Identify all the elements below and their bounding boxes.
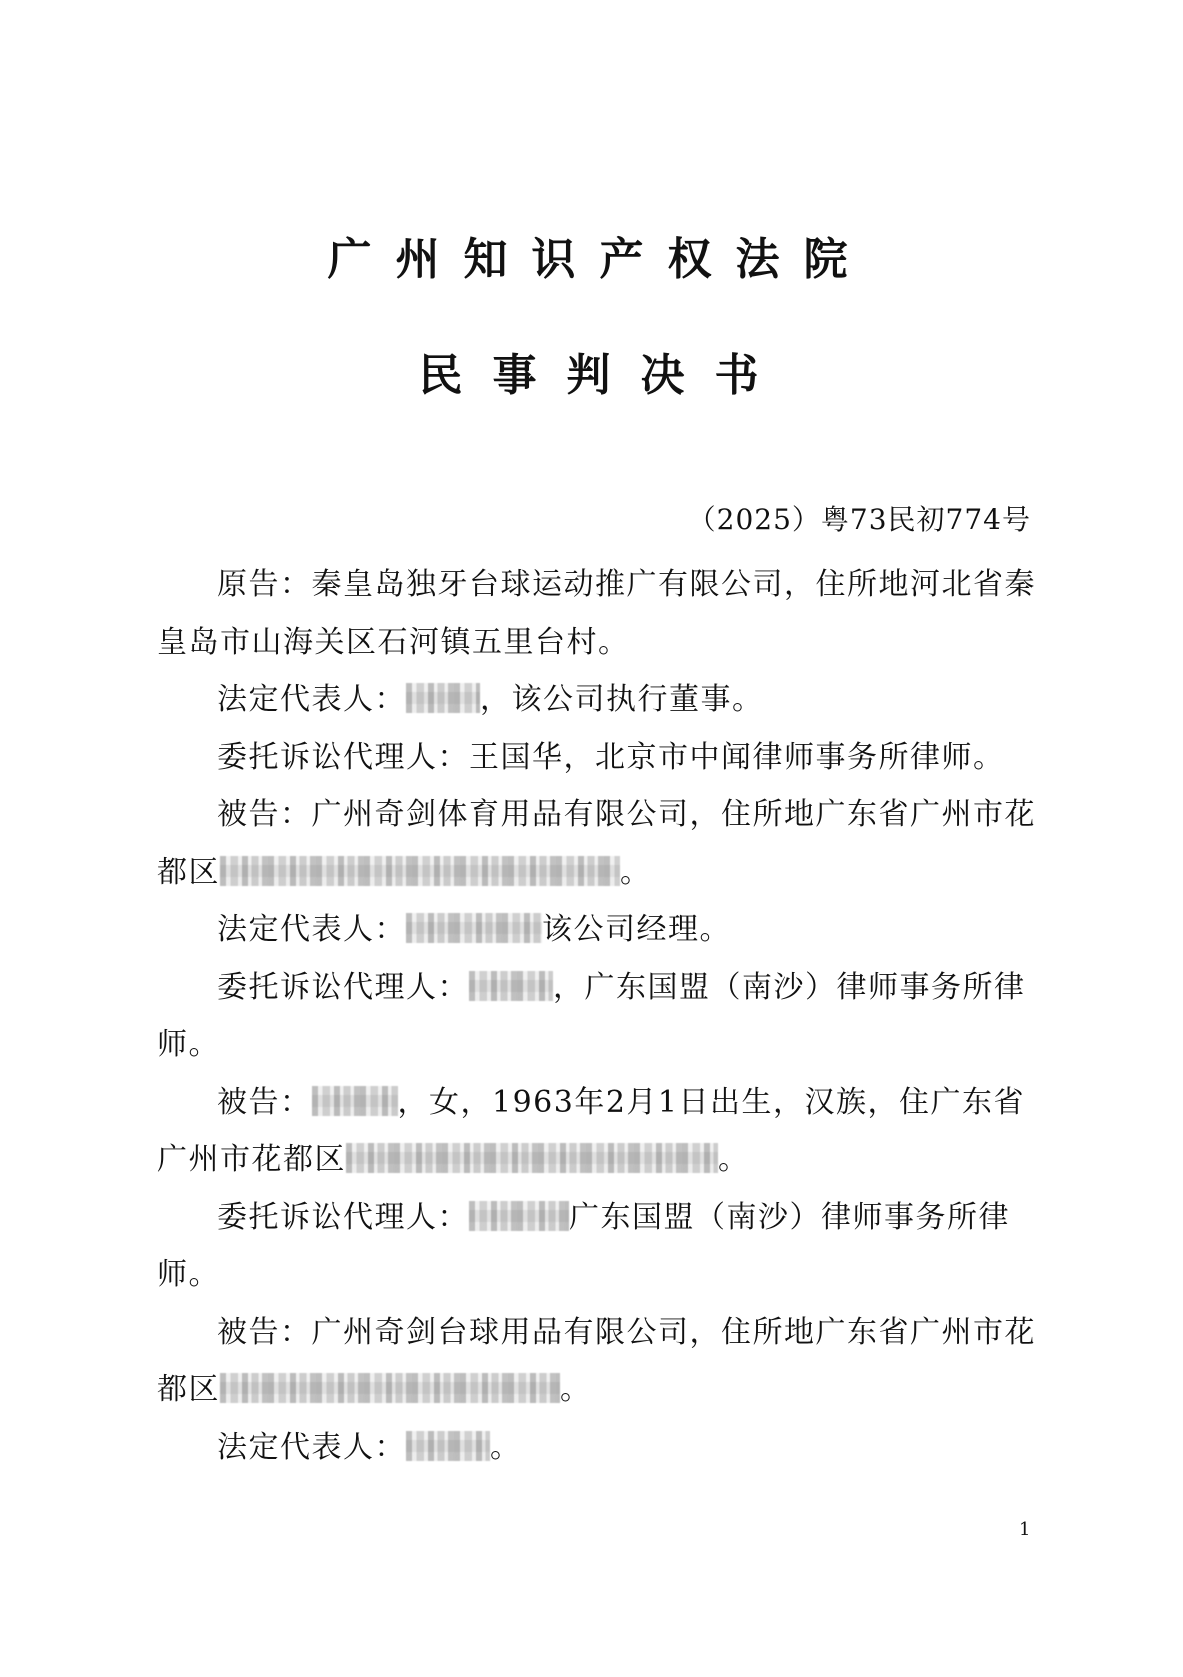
redacted-text <box>469 1201 569 1231</box>
paragraph-text: 。 <box>560 1372 592 1407</box>
paragraph-text: ，广东国盟（南沙）律师事务所律师。 <box>157 969 1026 1062</box>
redacted-text <box>406 913 542 943</box>
redacted-text <box>346 1143 718 1173</box>
paragraph-text: 被告：广州奇剑体育用品有限公司，住所地广东省广州市花都区 <box>157 797 1036 890</box>
redacted-text <box>406 1431 490 1461</box>
paragraph-text: 。 <box>490 1429 522 1465</box>
redacted-text <box>406 683 480 713</box>
redacted-text <box>220 856 620 886</box>
party-list <box>157 556 1039 1476</box>
document-type-title: 民事判决书 <box>418 350 789 401</box>
party-paragraph <box>157 1189 1039 1304</box>
paragraph-text: 法定代表人： <box>217 1429 406 1465</box>
court-name-title: 广州知识产权法院 <box>327 234 872 285</box>
party-paragraph <box>157 959 1039 1074</box>
party-paragraph <box>157 1304 1039 1419</box>
redacted-text <box>312 1086 398 1116</box>
paragraph-text: 委托诉讼代理人： <box>217 969 469 1005</box>
party-paragraph <box>157 1074 1039 1189</box>
page-number: 1 <box>1019 1519 1031 1540</box>
paragraph-text: 广东国盟（南沙）律师事务所律师。 <box>157 1199 1010 1292</box>
paragraph-text: 原告：秦皇岛独牙台球运动推广有限公司，住所地河北省秦皇岛市山海关区石河镇五里台村。 <box>157 567 1036 660</box>
redacted-text <box>220 1373 560 1403</box>
party-paragraph <box>157 671 1039 729</box>
paragraph-text: ，该公司执行董事。 <box>480 682 764 717</box>
paragraph-text: 法定代表人： <box>217 682 406 717</box>
paragraph-text: 被告： <box>217 1084 312 1120</box>
party-paragraph <box>157 901 1039 959</box>
paragraph-text: 委托诉讼代理人：王国华，北京市中闻律师事务所律师。 <box>217 739 1005 775</box>
party-paragraph <box>157 556 1039 671</box>
paragraph-text: 。 <box>620 854 652 890</box>
paragraph-text: 。 <box>718 1142 750 1177</box>
paragraph-text: 被告：广州奇剑台球用品有限公司，住所地广东省广州市花都区 <box>157 1314 1036 1407</box>
redacted-text <box>469 971 553 1001</box>
paragraph-text: 委托诉讼代理人： <box>217 1199 469 1235</box>
paragraph-text: 法定代表人： <box>217 912 406 947</box>
party-paragraph <box>157 1419 1039 1477</box>
paragraph-text: ，女，1963年2月1日出生，汉族，住广东省广州市花都区 <box>157 1084 1026 1177</box>
party-paragraph <box>157 729 1039 787</box>
party-paragraph <box>157 786 1039 901</box>
paragraph-text: 该公司经理。 <box>542 912 731 947</box>
case-number: （2025）粤73民初774号 <box>687 503 1031 536</box>
